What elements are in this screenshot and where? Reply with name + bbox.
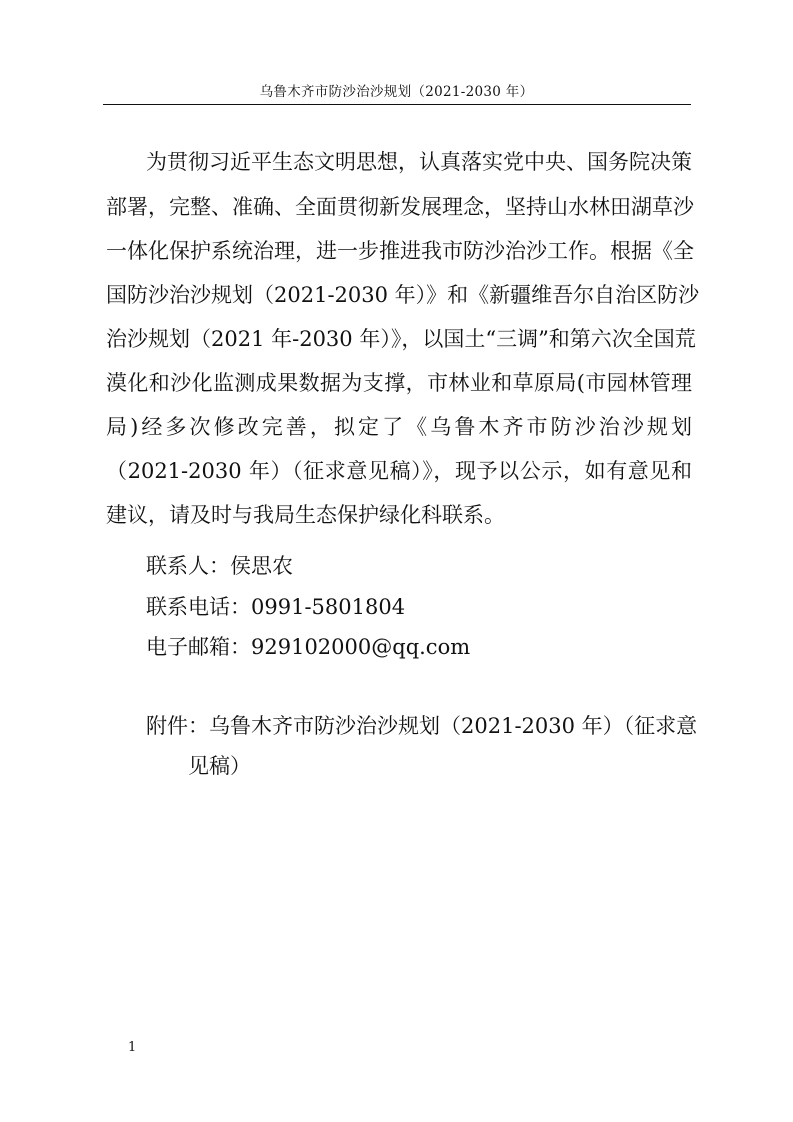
body-paragraph-line: （2021-2030 年）（征求意见稿）》，现予以公示，如有意见和	[106, 459, 692, 483]
body-paragraph-line: 漠化和沙化监测成果数据为支撑，市林业和草原局(市园林管理	[106, 371, 692, 395]
running-header-title: 乌鲁木齐市防沙治沙规划（2021-2030 年）	[259, 84, 534, 100]
header-divider	[103, 104, 691, 105]
body-paragraph-line: 部署，完整、准确、全面贯彻新发展理念，坚持山水林田湖草沙	[106, 195, 694, 219]
body-paragraph-line: 治沙规划（2021 年-2030 年）》，以国土“三调”和第六次全国荒	[106, 327, 696, 351]
body-paragraph-line: 一体化保护系统治理，进一步推进我市防沙治沙工作。根据《全	[106, 239, 694, 263]
attachment-line-continued: 见稿）	[188, 754, 251, 778]
body-paragraph-line: 局)经多次修改完善，拟定了《乌鲁木齐市防沙治沙规划	[106, 415, 692, 439]
page-number: 1	[128, 1040, 137, 1055]
attachment-line: 附件：乌鲁木齐市防沙治沙规划（2021-2030 年）（征求意	[146, 714, 698, 738]
body-paragraph-line: 建议，请及时与我局生态保护绿化科联系。	[106, 503, 505, 527]
contact-email: 电子邮箱：929102000@qq.com	[146, 635, 471, 659]
contact-phone: 联系电话：0991-5801804	[146, 595, 406, 619]
contact-person: 联系人：侯思农	[146, 554, 293, 578]
body-paragraph-line: 为贯彻习近平生态文明思想，认真落实党中央、国务院决策	[146, 150, 692, 174]
body-paragraph-line: 国防沙治沙规划（2021-2030 年）》和《新疆维吾尔自治区防沙	[106, 283, 700, 307]
